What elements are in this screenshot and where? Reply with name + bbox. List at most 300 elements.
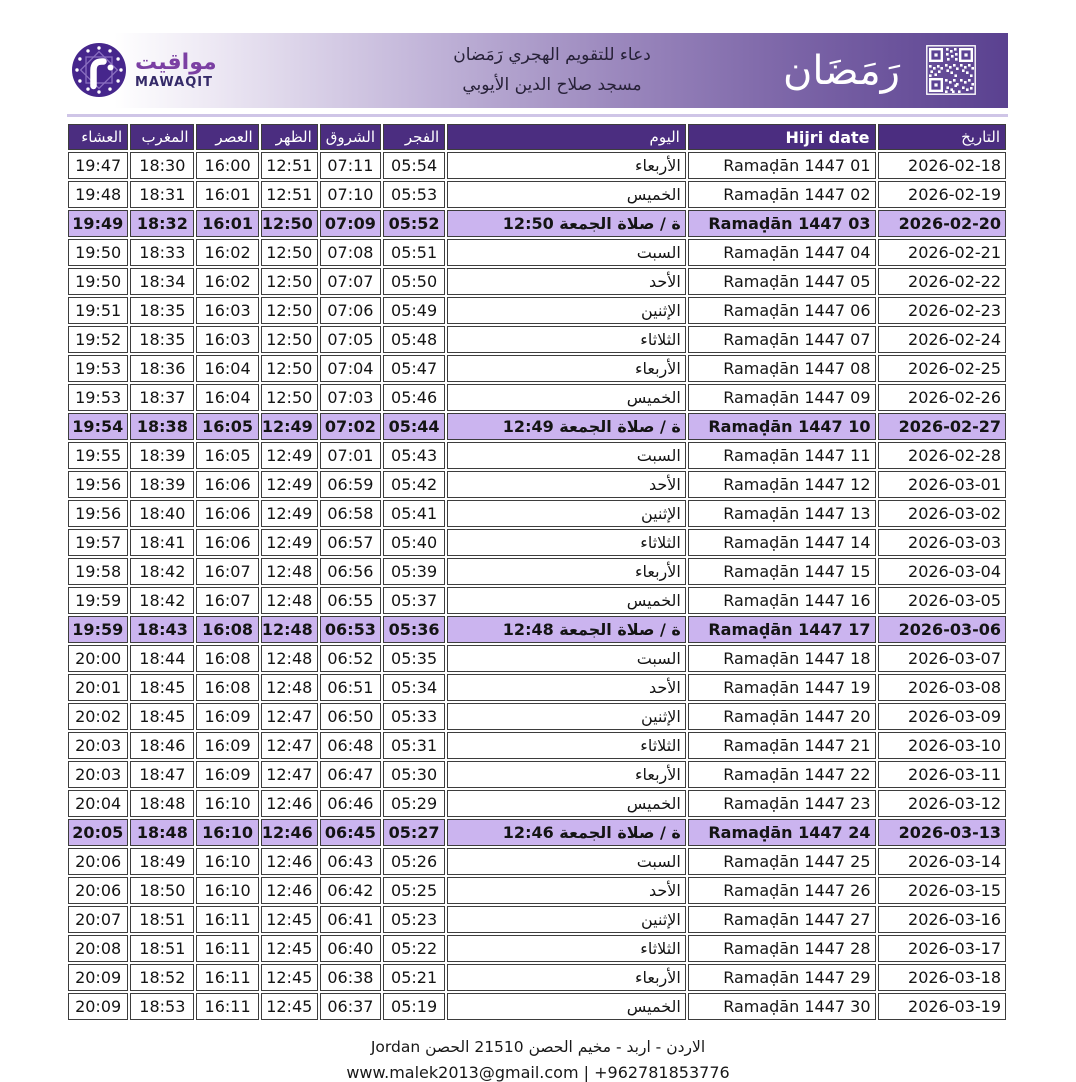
cell-fajr-time: 05:27 [383, 819, 445, 846]
cell-gregorian-date: 2026-03-05 [878, 587, 1007, 614]
cell-fajr-time: 05:52 [383, 210, 445, 237]
cell-hijri-date: Ramaḍān 1447 09 [688, 384, 876, 411]
cell-maghrib-time: 18:32 [130, 210, 194, 237]
footer [0, 1038, 1076, 1082]
cell-dhuhr-time: 12:50 [261, 210, 318, 237]
cell-fajr-time: 05:42 [383, 471, 445, 498]
table-row [68, 674, 1006, 701]
cell-maghrib-time: 18:51 [130, 906, 194, 933]
cell-hijri-date: Ramaḍān 1447 20 [688, 703, 876, 730]
cell-asr-time: 16:03 [196, 326, 258, 353]
cell-gregorian-date: 2026-02-28 [878, 442, 1007, 469]
cell-shuruq-time: 06:40 [320, 935, 381, 962]
logo-arabic-wordmark: مواقيت [135, 49, 217, 75]
banner-table-divider [67, 114, 1008, 117]
cell-gregorian-date: 2026-02-22 [878, 268, 1007, 295]
cell-isha-time: 19:59 [68, 587, 128, 614]
cell-day-name: الإثنين [447, 906, 686, 933]
cell-day-name: السبت [447, 239, 686, 266]
cell-shuruq-time: 06:45 [320, 819, 381, 846]
cell-maghrib-time: 18:47 [130, 761, 194, 788]
cell-dhuhr-time: 12:47 [261, 761, 318, 788]
cell-maghrib-time: 18:48 [130, 819, 194, 846]
cell-maghrib-time: 18:51 [130, 935, 194, 962]
cell-isha-time: 19:50 [68, 239, 128, 266]
cell-gregorian-date: 2026-03-01 [878, 471, 1007, 498]
cell-isha-time: 20:03 [68, 761, 128, 788]
cell-dhuhr-time: 12:46 [261, 819, 318, 846]
cell-asr-time: 16:06 [196, 529, 258, 556]
cell-fajr-time: 05:41 [383, 500, 445, 527]
cell-maghrib-time: 18:39 [130, 442, 194, 469]
header-day: اليوم [447, 124, 686, 150]
cell-shuruq-time: 07:04 [320, 355, 381, 382]
cell-day-name: الخميس [447, 993, 686, 1020]
banner-title-block [357, 33, 747, 108]
cell-isha-time: 20:09 [68, 993, 128, 1020]
cell-day-name: الثلاثاء [447, 529, 686, 556]
cell-gregorian-date: 2026-03-18 [878, 964, 1007, 991]
cell-isha-time: 20:01 [68, 674, 128, 701]
table-header-row [68, 124, 1006, 150]
cell-asr-time: 16:04 [196, 355, 258, 382]
table-row [68, 355, 1006, 382]
cell-isha-time: 20:05 [68, 819, 128, 846]
cell-asr-time: 16:06 [196, 471, 258, 498]
table-row [68, 413, 1006, 440]
table-row [68, 326, 1006, 353]
cell-isha-time: 19:58 [68, 558, 128, 585]
cell-hijri-date: Ramaḍān 1447 17 [688, 616, 876, 643]
cell-fajr-time: 05:34 [383, 674, 445, 701]
cell-asr-time: 16:11 [196, 935, 258, 962]
cell-day-name: الثلاثاء [447, 732, 686, 759]
cell-shuruq-time: 06:46 [320, 790, 381, 817]
cell-fajr-time: 05:21 [383, 964, 445, 991]
mosque-name: مسجد صلاح الدين الأيوبي [462, 74, 642, 95]
cell-hijri-date: Ramaḍān 1447 15 [688, 558, 876, 585]
cell-fajr-time: 05:50 [383, 268, 445, 295]
cell-hijri-date: Ramaḍān 1447 02 [688, 181, 876, 208]
cell-dhuhr-time: 12:45 [261, 935, 318, 962]
cell-shuruq-time: 07:09 [320, 210, 381, 237]
cell-day-name: ة / صلاة الجمعة 12:48 [447, 616, 686, 643]
cell-maghrib-time: 18:46 [130, 732, 194, 759]
cell-dhuhr-time: 12:47 [261, 703, 318, 730]
cell-gregorian-date: 2026-03-03 [878, 529, 1007, 556]
cell-gregorian-date: 2026-02-20 [878, 210, 1007, 237]
cell-asr-time: 16:09 [196, 703, 258, 730]
cell-asr-time: 16:10 [196, 790, 258, 817]
cell-dhuhr-time: 12:49 [261, 471, 318, 498]
cell-asr-time: 16:11 [196, 993, 258, 1020]
cell-asr-time: 16:08 [196, 645, 258, 672]
cell-fajr-time: 05:54 [383, 152, 445, 179]
cell-dhuhr-time: 12:50 [261, 355, 318, 382]
cell-gregorian-date: 2026-02-19 [878, 181, 1007, 208]
cell-asr-time: 16:01 [196, 210, 258, 237]
cell-isha-time: 19:50 [68, 268, 128, 295]
cell-day-name: الخميس [447, 790, 686, 817]
cell-fajr-time: 05:36 [383, 616, 445, 643]
cell-day-name: الأحد [447, 877, 686, 904]
cell-maghrib-time: 18:34 [130, 268, 194, 295]
table-row [68, 587, 1006, 614]
cell-hijri-date: Ramaḍān 1447 11 [688, 442, 876, 469]
cell-shuruq-time: 07:07 [320, 268, 381, 295]
cell-dhuhr-time: 12:46 [261, 877, 318, 904]
cell-isha-time: 19:53 [68, 355, 128, 382]
cell-dhuhr-time: 12:51 [261, 152, 318, 179]
cell-dhuhr-time: 12:45 [261, 964, 318, 991]
cell-day-name: الخميس [447, 384, 686, 411]
cell-shuruq-time: 07:08 [320, 239, 381, 266]
contact-info: www.malek2013@gmail.com | +962781853776 [346, 1063, 730, 1082]
cell-maghrib-time: 18:53 [130, 993, 194, 1020]
cell-dhuhr-time: 12:46 [261, 848, 318, 875]
cell-maghrib-time: 18:45 [130, 674, 194, 701]
cell-hijri-date: Ramaḍān 1447 03 [688, 210, 876, 237]
cell-shuruq-time: 06:38 [320, 964, 381, 991]
cell-isha-time: 19:48 [68, 181, 128, 208]
cell-day-name: الثلاثاء [447, 935, 686, 962]
cell-hijri-date: Ramaḍān 1447 28 [688, 935, 876, 962]
cell-hijri-date: Ramaḍān 1447 18 [688, 645, 876, 672]
cell-dhuhr-time: 12:48 [261, 645, 318, 672]
cell-gregorian-date: 2026-02-23 [878, 297, 1007, 324]
cell-day-name: الأحد [447, 674, 686, 701]
cell-shuruq-time: 06:52 [320, 645, 381, 672]
cell-gregorian-date: 2026-03-17 [878, 935, 1007, 962]
cell-shuruq-time: 06:58 [320, 500, 381, 527]
cell-asr-time: 16:02 [196, 268, 258, 295]
cell-gregorian-date: 2026-03-11 [878, 761, 1007, 788]
cell-isha-time: 20:06 [68, 848, 128, 875]
table-row [68, 732, 1006, 759]
cell-day-name: السبت [447, 848, 686, 875]
table-row [68, 268, 1006, 295]
cell-isha-time: 19:53 [68, 384, 128, 411]
cell-isha-time: 19:49 [68, 210, 128, 237]
cell-hijri-date: Ramaḍān 1447 21 [688, 732, 876, 759]
header-hijri-date: Hijri date [688, 124, 876, 150]
cell-fajr-time: 05:26 [383, 848, 445, 875]
ramadan-heading: رَمَضَان [783, 47, 900, 94]
cell-day-name: الأربعاء [447, 558, 686, 585]
cell-shuruq-time: 07:06 [320, 297, 381, 324]
cell-isha-time: 19:59 [68, 616, 128, 643]
cell-isha-time: 19:55 [68, 442, 128, 469]
cell-maghrib-time: 18:39 [130, 471, 194, 498]
cell-asr-time: 16:05 [196, 442, 258, 469]
table-row [68, 761, 1006, 788]
table-row [68, 471, 1006, 498]
cell-shuruq-time: 06:56 [320, 558, 381, 585]
table-row [68, 152, 1006, 179]
cell-maghrib-time: 18:49 [130, 848, 194, 875]
header-shuruq: الشروق [320, 124, 381, 150]
cell-isha-time: 20:02 [68, 703, 128, 730]
cell-hijri-date: Ramaḍān 1447 07 [688, 326, 876, 353]
cell-gregorian-date: 2026-02-24 [878, 326, 1007, 353]
cell-gregorian-date: 2026-03-16 [878, 906, 1007, 933]
cell-day-name: الأربعاء [447, 152, 686, 179]
cell-shuruq-time: 06:42 [320, 877, 381, 904]
cell-maghrib-time: 18:41 [130, 529, 194, 556]
table-row [68, 935, 1006, 962]
cell-hijri-date: Ramaḍān 1447 12 [688, 471, 876, 498]
cell-maghrib-time: 18:42 [130, 558, 194, 585]
table-row [68, 964, 1006, 991]
cell-day-name: الخميس [447, 181, 686, 208]
calendar-title: دعاء للتقويم الهجري رَمَضان [453, 44, 651, 65]
table-row [68, 442, 1006, 469]
table-row [68, 848, 1006, 875]
cell-shuruq-time: 07:10 [320, 181, 381, 208]
cell-dhuhr-time: 12:48 [261, 587, 318, 614]
cell-asr-time: 16:02 [196, 239, 258, 266]
cell-fajr-time: 05:44 [383, 413, 445, 440]
cell-fajr-time: 05:31 [383, 732, 445, 759]
mawaqit-logo [70, 41, 217, 99]
table-row [68, 297, 1006, 324]
cell-gregorian-date: 2026-02-25 [878, 355, 1007, 382]
table-row [68, 181, 1006, 208]
cell-isha-time: 19:54 [68, 413, 128, 440]
cell-gregorian-date: 2026-03-12 [878, 790, 1007, 817]
table-row [68, 239, 1006, 266]
cell-isha-time: 20:08 [68, 935, 128, 962]
cell-isha-time: 19:51 [68, 297, 128, 324]
cell-hijri-date: Ramaḍān 1447 01 [688, 152, 876, 179]
header-banner [67, 33, 1008, 108]
cell-isha-time: 20:03 [68, 732, 128, 759]
cell-shuruq-time: 06:41 [320, 906, 381, 933]
cell-day-name: الإثنين [447, 297, 686, 324]
cell-hijri-date: Ramaḍān 1447 16 [688, 587, 876, 614]
cell-isha-time: 20:09 [68, 964, 128, 991]
cell-shuruq-time: 06:43 [320, 848, 381, 875]
cell-maghrib-time: 18:37 [130, 384, 194, 411]
cell-day-name: الإثنين [447, 703, 686, 730]
cell-asr-time: 16:10 [196, 877, 258, 904]
cell-asr-time: 16:11 [196, 906, 258, 933]
cell-fajr-time: 05:48 [383, 326, 445, 353]
cell-asr-time: 16:11 [196, 964, 258, 991]
cell-day-name: ة / صلاة الجمعة 12:46 [447, 819, 686, 846]
cell-hijri-date: Ramaḍān 1447 06 [688, 297, 876, 324]
cell-maghrib-time: 18:42 [130, 587, 194, 614]
cell-shuruq-time: 07:11 [320, 152, 381, 179]
cell-day-name: الأربعاء [447, 761, 686, 788]
cell-gregorian-date: 2026-03-09 [878, 703, 1007, 730]
cell-dhuhr-time: 12:47 [261, 732, 318, 759]
cell-day-name: الثلاثاء [447, 326, 686, 353]
cell-hijri-date: Ramaḍān 1447 30 [688, 993, 876, 1020]
table-row [68, 616, 1006, 643]
cell-fajr-time: 05:49 [383, 297, 445, 324]
cell-hijri-date: Ramaḍān 1447 13 [688, 500, 876, 527]
cell-gregorian-date: 2026-03-14 [878, 848, 1007, 875]
cell-asr-time: 16:10 [196, 848, 258, 875]
cell-fajr-time: 05:29 [383, 790, 445, 817]
cell-dhuhr-time: 12:51 [261, 181, 318, 208]
cell-isha-time: 19:56 [68, 500, 128, 527]
cell-asr-time: 16:08 [196, 616, 258, 643]
cell-shuruq-time: 06:37 [320, 993, 381, 1020]
cell-maghrib-time: 18:35 [130, 326, 194, 353]
cell-hijri-date: Ramaḍān 1447 19 [688, 674, 876, 701]
qr-code-icon [926, 45, 976, 95]
cell-day-name: ة / صلاة الجمعة 12:49 [447, 413, 686, 440]
cell-asr-time: 16:04 [196, 384, 258, 411]
cell-maghrib-time: 18:50 [130, 877, 194, 904]
cell-gregorian-date: 2026-03-15 [878, 877, 1007, 904]
cell-maghrib-time: 18:30 [130, 152, 194, 179]
cell-gregorian-date: 2026-03-07 [878, 645, 1007, 672]
cell-fajr-time: 05:47 [383, 355, 445, 382]
cell-hijri-date: Ramaḍān 1447 26 [688, 877, 876, 904]
cell-hijri-date: Ramaḍān 1447 22 [688, 761, 876, 788]
cell-dhuhr-time: 12:49 [261, 500, 318, 527]
cell-fajr-time: 05:19 [383, 993, 445, 1020]
mosque-address: الاردن - اربد - مخيم الحصن 21510 الحصن Jordan [370, 1038, 706, 1056]
cell-dhuhr-time: 12:50 [261, 297, 318, 324]
cell-hijri-date: Ramaḍān 1447 04 [688, 239, 876, 266]
cell-hijri-date: Ramaḍān 1447 25 [688, 848, 876, 875]
mawaqit-logo-icon [70, 41, 128, 99]
cell-gregorian-date: 2026-03-02 [878, 500, 1007, 527]
cell-gregorian-date: 2026-03-06 [878, 616, 1007, 643]
cell-shuruq-time: 06:47 [320, 761, 381, 788]
table-row [68, 877, 1006, 904]
cell-asr-time: 16:06 [196, 500, 258, 527]
prayer-times-table [66, 122, 1008, 1022]
cell-hijri-date: Ramaḍān 1447 08 [688, 355, 876, 382]
cell-dhuhr-time: 12:50 [261, 384, 318, 411]
header-maghrib: المغرب [130, 124, 194, 150]
mawaqit-logo-text [135, 49, 217, 90]
table-row [68, 384, 1006, 411]
cell-dhuhr-time: 12:45 [261, 906, 318, 933]
cell-asr-time: 16:10 [196, 819, 258, 846]
cell-shuruq-time: 06:59 [320, 471, 381, 498]
cell-maghrib-time: 18:38 [130, 413, 194, 440]
cell-isha-time: 19:52 [68, 326, 128, 353]
cell-dhuhr-time: 12:49 [261, 413, 318, 440]
cell-fajr-time: 05:25 [383, 877, 445, 904]
cell-shuruq-time: 07:03 [320, 384, 381, 411]
cell-fajr-time: 05:35 [383, 645, 445, 672]
cell-isha-time: 20:00 [68, 645, 128, 672]
cell-fajr-time: 05:37 [383, 587, 445, 614]
cell-gregorian-date: 2026-03-10 [878, 732, 1007, 759]
cell-gregorian-date: 2026-02-27 [878, 413, 1007, 440]
cell-maghrib-time: 18:48 [130, 790, 194, 817]
table-row [68, 993, 1006, 1020]
cell-shuruq-time: 06:57 [320, 529, 381, 556]
cell-dhuhr-time: 12:49 [261, 442, 318, 469]
cell-dhuhr-time: 12:48 [261, 616, 318, 643]
cell-gregorian-date: 2026-03-19 [878, 993, 1007, 1020]
cell-maghrib-time: 18:35 [130, 297, 194, 324]
cell-hijri-date: Ramaḍān 1447 27 [688, 906, 876, 933]
table-row [68, 210, 1006, 237]
table-row [68, 558, 1006, 585]
cell-hijri-date: Ramaḍān 1447 14 [688, 529, 876, 556]
cell-asr-time: 16:05 [196, 413, 258, 440]
cell-asr-time: 16:09 [196, 761, 258, 788]
header-asr: العصر [196, 124, 258, 150]
cell-maghrib-time: 18:45 [130, 703, 194, 730]
logo-latin-wordmark: MAWAQIT [135, 74, 213, 90]
cell-shuruq-time: 06:55 [320, 587, 381, 614]
cell-shuruq-time: 06:53 [320, 616, 381, 643]
cell-gregorian-date: 2026-03-08 [878, 674, 1007, 701]
cell-day-name: الخميس [447, 587, 686, 614]
cell-dhuhr-time: 12:50 [261, 268, 318, 295]
cell-maghrib-time: 18:43 [130, 616, 194, 643]
cell-hijri-date: Ramaḍān 1447 29 [688, 964, 876, 991]
cell-maghrib-time: 18:36 [130, 355, 194, 382]
cell-fajr-time: 05:43 [383, 442, 445, 469]
cell-day-name: الأربعاء [447, 964, 686, 991]
cell-asr-time: 16:03 [196, 297, 258, 324]
cell-hijri-date: Ramaḍān 1447 24 [688, 819, 876, 846]
cell-hijri-date: Ramaḍān 1447 05 [688, 268, 876, 295]
cell-day-name: الإثنين [447, 500, 686, 527]
cell-fajr-time: 05:53 [383, 181, 445, 208]
cell-shuruq-time: 06:51 [320, 674, 381, 701]
table-row [68, 906, 1006, 933]
cell-dhuhr-time: 12:46 [261, 790, 318, 817]
cell-shuruq-time: 06:50 [320, 703, 381, 730]
cell-gregorian-date: 2026-02-18 [878, 152, 1007, 179]
cell-day-name: السبت [447, 645, 686, 672]
cell-gregorian-date: 2026-03-04 [878, 558, 1007, 585]
cell-fajr-time: 05:46 [383, 384, 445, 411]
table-row [68, 790, 1006, 817]
header-fajr: الفجر [383, 124, 445, 150]
cell-hijri-date: Ramaḍān 1447 10 [688, 413, 876, 440]
table-row [68, 500, 1006, 527]
table-row [68, 529, 1006, 556]
cell-gregorian-date: 2026-02-21 [878, 239, 1007, 266]
cell-shuruq-time: 07:02 [320, 413, 381, 440]
cell-fajr-time: 05:22 [383, 935, 445, 962]
cell-hijri-date: Ramaḍān 1447 23 [688, 790, 876, 817]
cell-shuruq-time: 06:48 [320, 732, 381, 759]
cell-asr-time: 16:07 [196, 587, 258, 614]
cell-isha-time: 19:57 [68, 529, 128, 556]
cell-fajr-time: 05:39 [383, 558, 445, 585]
cell-day-name: الأربعاء [447, 355, 686, 382]
cell-isha-time: 19:47 [68, 152, 128, 179]
cell-fajr-time: 05:23 [383, 906, 445, 933]
cell-isha-time: 20:06 [68, 877, 128, 904]
cell-day-name: الأحد [447, 268, 686, 295]
cell-asr-time: 16:07 [196, 558, 258, 585]
cell-maghrib-time: 18:44 [130, 645, 194, 672]
cell-fajr-time: 05:40 [383, 529, 445, 556]
cell-fajr-time: 05:30 [383, 761, 445, 788]
cell-asr-time: 16:00 [196, 152, 258, 179]
cell-isha-time: 20:07 [68, 906, 128, 933]
header-isha: العشاء [68, 124, 128, 150]
cell-fajr-time: 05:51 [383, 239, 445, 266]
table-row [68, 819, 1006, 846]
header-dhuhr: الظهر [261, 124, 318, 150]
